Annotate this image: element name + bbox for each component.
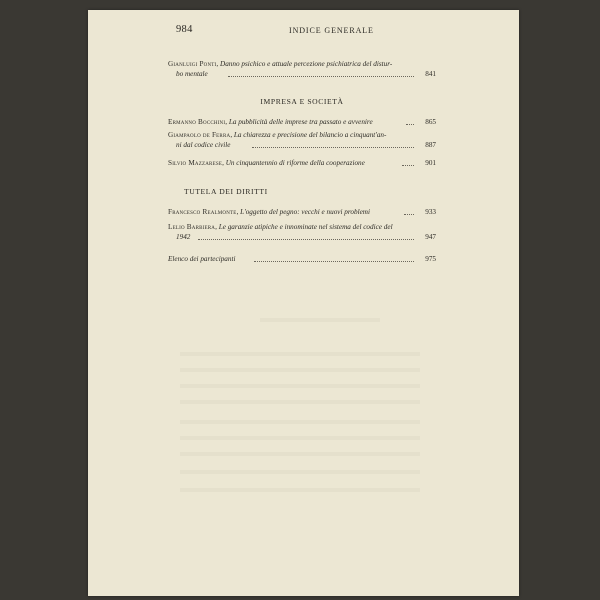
show-through-mark [180,452,420,456]
leader-dots [228,76,414,77]
leader-dots [404,214,414,215]
leader-dots [254,261,414,262]
toc-entry [168,255,436,265]
toc-entry: Ermanno Bocchini, La pubblicità delle imprese tra passato e avvenire 865 [168,118,436,126]
entry-title: Elenco dei partecipanti [168,255,236,263]
show-through-mark [180,368,420,372]
entry-title: L'oggetto del pegno: vecchi e nuovi problemi [240,208,370,216]
entry-title-continued: bo mentale [176,69,208,78]
show-through-mark [260,318,380,322]
entry-page: 841 [425,69,436,78]
section-heading: IMPRESA E SOCIETÀ [260,97,344,106]
running-head-title: INDICE GENERALE [289,25,374,35]
entry-author: Francesco Realmonte [168,208,237,216]
show-through-mark [180,488,420,492]
leader-dots [198,239,414,240]
entry-page: 947 [425,232,436,241]
section-heading: TUTELA DEI DIRITTI [184,187,268,196]
page-number: 984 [176,24,193,35]
toc-entry: Silvio Mazzarese, Un cinquantennio di riforme della cooperazione 901 [168,159,436,167]
toc-entry: Lelio Barbiera, Le garanzie atipiche e innominate nel sistema del codice del 1942 947 [168,223,436,241]
show-through-mark [180,436,420,440]
entry-author: Ermanno Bocchini [168,118,226,126]
entry-page: 901 [425,159,436,167]
entry-title-continued: 1942 [176,232,191,241]
toc-entry: Gianluigi Ponti, Danno psichico e attuale percezione psichiatrica del distur- bo mentale 841 [168,60,436,78]
leader-dots [402,165,414,166]
entry-page: 865 [425,118,436,126]
show-through-mark [180,400,420,404]
entry-title: Un cinquantennio di riforme della cooperazione [225,159,365,167]
entry-page: 933 [425,208,436,216]
entry-author: Giampaolo de Ferra [168,131,231,139]
entry-title: Danno psichico e attuale percezione psichiatrica del distur- [220,60,393,68]
entry-author: Lelio Barbiera [168,223,216,231]
show-through-mark [180,384,420,388]
leader-dots [406,124,414,125]
entry-page: 975 [425,255,436,263]
entry-page: 887 [425,140,436,149]
entry-author: Gianluigi Ponti [168,60,217,68]
entry-title: La chiarezza e precisione del bilancio a cinquant'an- [233,131,387,139]
show-through-mark [180,352,420,356]
toc-entry: Giampaolo de Ferra, La chiarezza e precisione del bilancio a cinquant'an- ni dal codice civile 887 [168,131,436,149]
entry-author: Silvio Mazzarese [168,159,223,167]
entry-title: La pubblicità delle imprese tra passato e avvenire [228,118,373,126]
entry-title-continued: ni dal codice civile [176,140,231,149]
toc-entry: Francesco Realmonte, L'oggetto del pegno: vecchi e nuovi problemi 933 [168,208,436,216]
leader-dots [252,147,414,148]
show-through-mark [180,470,420,474]
show-through-mark [180,420,420,424]
entry-title: Le garanzie atipiche e innominate nel sistema del codice del [218,223,393,231]
